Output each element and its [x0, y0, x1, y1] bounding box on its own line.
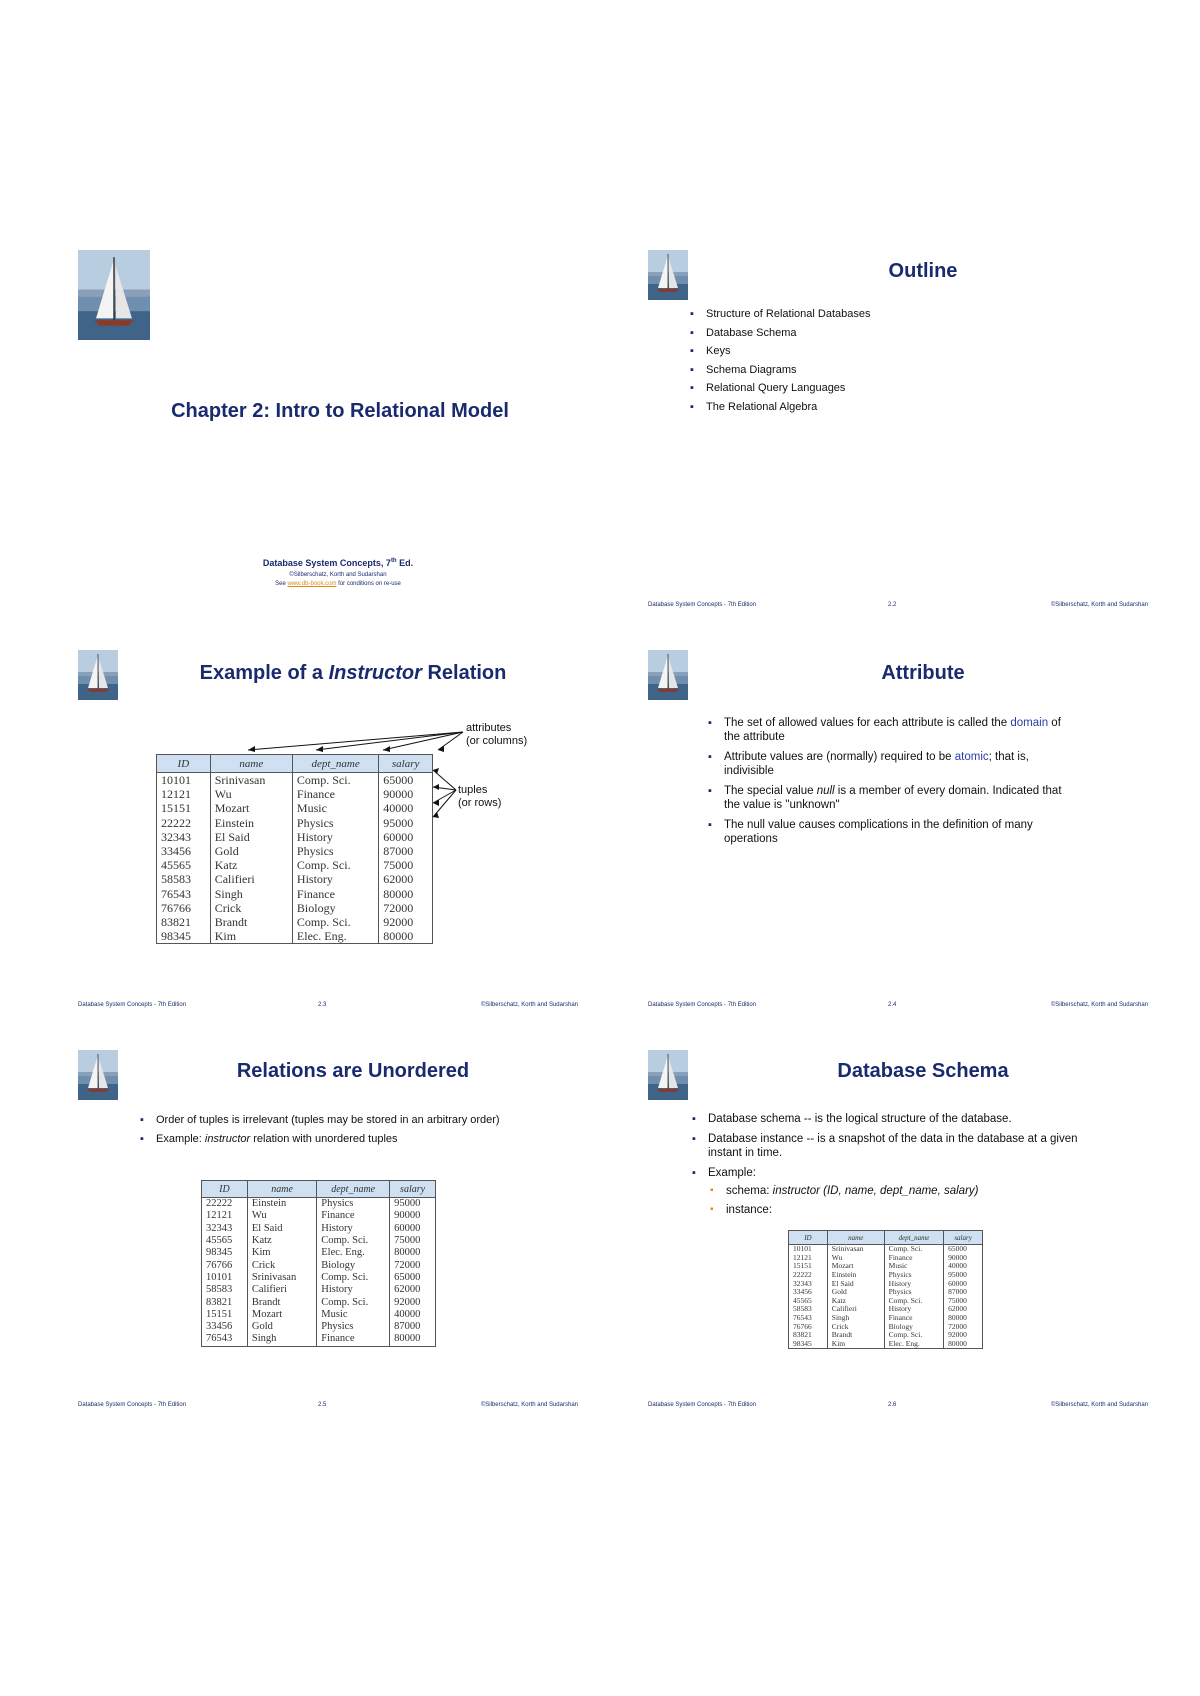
sailboat-logo	[648, 1050, 688, 1100]
table-row	[202, 1321, 436, 1333]
footer-left: Database System Concepts - 7th Edition	[648, 1402, 757, 1408]
table-cell: 92000	[379, 915, 433, 929]
table-cell: History	[884, 1279, 944, 1288]
table-cell: Mozart	[210, 801, 292, 815]
page-number: 2.6	[888, 1402, 897, 1408]
sailboat-logo	[648, 250, 688, 300]
table-cell: Srinivasan	[210, 773, 292, 788]
column-header: name	[210, 755, 292, 773]
table-row	[202, 1309, 436, 1321]
table-cell: Crick	[247, 1259, 316, 1271]
footer-left: Database System Concepts - 7th Edition	[78, 1002, 187, 1008]
table-cell: Einstein	[827, 1271, 884, 1280]
table-cell: 62000	[379, 872, 433, 886]
table-cell: Singh	[247, 1333, 316, 1346]
sailboat-logo	[78, 1050, 118, 1100]
table-cell: 72000	[390, 1259, 436, 1271]
table-cell: Physics	[884, 1288, 944, 1297]
table-cell: Katz	[247, 1235, 316, 1247]
table-cell: Physics	[884, 1271, 944, 1280]
table-cell: 60000	[390, 1223, 436, 1235]
table-cell: 65000	[379, 773, 433, 788]
table-row	[202, 1284, 436, 1296]
table-cell: Comp. Sci.	[317, 1235, 390, 1247]
table-cell: 87000	[379, 844, 433, 858]
table-cell: Finance	[884, 1254, 944, 1263]
outline-item: ▪ Database Schema	[688, 327, 1108, 340]
table-cell: Finance	[292, 787, 378, 801]
bullet: ▪ Attribute values are (normally) required to be atomic; that is, indivisible	[706, 750, 1076, 778]
bullet: ▪ Example: ▪ schema: instructor (ID, name, dept_name, salary) ▪ instance:	[690, 1166, 1080, 1217]
table-cell: 60000	[944, 1279, 983, 1288]
reuse-note: See www.db-book.com for conditions on re-use	[275, 581, 401, 587]
table-cell: Comp. Sci.	[317, 1296, 390, 1308]
table-cell: Gold	[827, 1288, 884, 1297]
table-cell: 15151	[202, 1309, 248, 1321]
slide-footer	[648, 1002, 1148, 1012]
bullet: ▪ The null value causes complications in the definition of many operations	[706, 818, 1076, 846]
table-cell: Califieri	[827, 1305, 884, 1314]
table-cell: History	[292, 872, 378, 886]
sailboat-logo	[648, 650, 688, 700]
slide-title: Example of a Instructor Relation	[199, 662, 507, 684]
table-cell: Katz	[210, 858, 292, 872]
table-cell: 12121	[789, 1254, 828, 1263]
table-cell: 92000	[944, 1331, 983, 1340]
table-cell: 80000	[379, 887, 433, 901]
table-cell: 58583	[202, 1284, 248, 1296]
column-header: ID	[202, 1181, 248, 1198]
outline-item: ▪ Structure of Relational Databases	[688, 308, 1108, 321]
table-cell: 76766	[157, 901, 211, 915]
table-row	[202, 1296, 436, 1308]
table-cell: 98345	[789, 1340, 828, 1349]
table-row	[202, 1333, 436, 1346]
table-cell: Srinivasan	[247, 1272, 316, 1284]
table-cell: Elec. Eng.	[884, 1340, 944, 1349]
table-cell: Crick	[210, 901, 292, 915]
table-cell: 22222	[789, 1271, 828, 1280]
bullet: ▪ The set of allowed values for each attribute is called the domain of the attribute	[706, 716, 1076, 744]
table-cell: 33456	[157, 844, 211, 858]
table-cell: 12121	[202, 1210, 248, 1222]
table-cell: El Said	[247, 1223, 316, 1235]
column-header: ID	[157, 755, 211, 773]
table-cell: Music	[292, 801, 378, 815]
table-cell: 76543	[789, 1314, 828, 1323]
table-cell: 90000	[944, 1254, 983, 1263]
table-cell: Wu	[247, 1210, 316, 1222]
table-row	[202, 1223, 436, 1235]
table-cell: 72000	[379, 901, 433, 915]
table-cell: 62000	[944, 1305, 983, 1314]
table-cell: History	[292, 830, 378, 844]
outline-item: ▪ Relational Query Languages	[688, 382, 1108, 395]
table-cell: 87000	[944, 1288, 983, 1297]
table-row	[202, 1272, 436, 1284]
slide-title	[78, 250, 578, 640]
table-cell: Physics	[317, 1321, 390, 1333]
slide-footer	[648, 1402, 1148, 1412]
footer-right: ©Silberschatz, Korth and Sudarshan	[480, 1002, 578, 1008]
table-cell: Physics	[317, 1198, 390, 1211]
table-cell: Srinivasan	[827, 1245, 884, 1254]
table-cell: 83821	[202, 1296, 248, 1308]
table-cell: 62000	[390, 1284, 436, 1296]
table-cell: Brandt	[827, 1331, 884, 1340]
table-cell: Wu	[827, 1254, 884, 1263]
table-cell: 72000	[944, 1322, 983, 1331]
table-cell: 45565	[789, 1297, 828, 1306]
table-cell: History	[317, 1223, 390, 1235]
table-cell: Gold	[247, 1321, 316, 1333]
outline-item: ▪ The Relational Algebra	[688, 401, 1108, 414]
attribute-bullets	[706, 716, 1076, 852]
tuples-label: tuples (or rows)	[458, 784, 502, 809]
table-cell: 76766	[202, 1259, 248, 1271]
outline-item: ▪ Schema Diagrams	[688, 364, 1108, 377]
bullet: ▪ Database instance -- is a snapshot of the data in the database at a given instant in time.	[690, 1132, 1080, 1160]
table-cell: 10101	[157, 773, 211, 788]
column-header: dept_name	[317, 1181, 390, 1198]
table-cell: Katz	[827, 1297, 884, 1306]
outline-list	[688, 308, 1108, 419]
table-cell: 12121	[157, 787, 211, 801]
table-row	[202, 1259, 436, 1271]
db-book-link[interactable]: www.db-book.com	[287, 581, 337, 587]
table-row	[202, 1198, 436, 1211]
table-cell: 75000	[390, 1235, 436, 1247]
footer-right: ©Silberschatz, Korth and Sudarshan	[1050, 1002, 1148, 1008]
table-cell: Comp. Sci.	[292, 915, 378, 929]
table-cell: Kim	[210, 929, 292, 944]
instance-table	[788, 1230, 983, 1349]
chapter-title: Chapter 2: Intro to Relational Model	[171, 400, 509, 422]
table-cell: Elec. Eng.	[317, 1247, 390, 1259]
slide-footer	[78, 1402, 578, 1412]
table-cell: Mozart	[827, 1262, 884, 1271]
page-number: 2.2	[888, 602, 897, 608]
table-cell: Mozart	[247, 1309, 316, 1321]
table-cell: 32343	[157, 830, 211, 844]
table-cell: El Said	[827, 1279, 884, 1288]
table-cell: Comp. Sci.	[317, 1272, 390, 1284]
table-cell: 80000	[379, 929, 433, 944]
table-cell: Biology	[884, 1322, 944, 1331]
footer-right: ©Silberschatz, Korth and Sudarshan	[1050, 1402, 1148, 1408]
table-cell: Kim	[827, 1340, 884, 1349]
bullet: ▪ Database schema -- is the logical structure of the database.	[690, 1112, 1080, 1126]
column-header: dept_name	[292, 755, 378, 773]
table-cell: 10101	[202, 1272, 248, 1284]
table-cell: Physics	[292, 844, 378, 858]
table-cell: Finance	[884, 1314, 944, 1323]
table-row	[202, 1235, 436, 1247]
table-cell: 95000	[944, 1271, 983, 1280]
sub-bullet: ▪ instance:	[708, 1203, 1080, 1217]
table-cell: Einstein	[210, 816, 292, 830]
bullet: ▪ Example: instructor relation with unordered tuples	[138, 1133, 508, 1146]
table-cell: Comp. Sci.	[884, 1297, 944, 1306]
table-cell: 32343	[789, 1279, 828, 1288]
table-cell: Biology	[317, 1259, 390, 1271]
table-cell: 15151	[157, 801, 211, 815]
table-cell: 45565	[202, 1235, 248, 1247]
table-cell: 80000	[944, 1314, 983, 1323]
table-row	[202, 1210, 436, 1222]
slide-title: Relations are Unordered	[236, 1060, 470, 1082]
table-cell: Finance	[317, 1333, 390, 1346]
column-header: name	[247, 1181, 316, 1198]
column-header: salary	[944, 1231, 983, 1245]
outline-item: ▪ Keys	[688, 345, 1108, 358]
table-cell: Comp. Sci.	[292, 773, 378, 788]
slide-unordered	[78, 1050, 578, 1440]
footer-left: Database System Concepts - 7th Edition	[648, 602, 757, 608]
table-cell: 75000	[944, 1297, 983, 1306]
table-cell: 80000	[944, 1340, 983, 1349]
table-cell: Comp. Sci.	[884, 1245, 944, 1254]
slide-title: Outline	[888, 260, 958, 282]
table-row	[789, 1340, 983, 1349]
table-cell: 90000	[379, 787, 433, 801]
table-cell: Music	[317, 1309, 390, 1321]
unordered-bullets	[138, 1114, 508, 1152]
table-cell: 40000	[379, 801, 433, 815]
table-cell: 76543	[157, 887, 211, 901]
slide-database-schema	[648, 1050, 1148, 1440]
table-cell: 58583	[789, 1305, 828, 1314]
table-cell: 76766	[789, 1322, 828, 1331]
footer-left: Database System Concepts - 7th Edition	[78, 1402, 187, 1408]
table-cell: Physics	[292, 816, 378, 830]
table-cell: 80000	[390, 1247, 436, 1259]
slide-outline	[648, 250, 1148, 640]
table-cell: 15151	[789, 1262, 828, 1271]
footer-right: ©Silberschatz, Korth and Sudarshan	[1050, 602, 1148, 608]
table-cell: Music	[884, 1262, 944, 1271]
table-cell: Wu	[210, 787, 292, 801]
table-cell: Elec. Eng.	[292, 929, 378, 944]
bullet: ▪ The special value null is a member of every domain. Indicated that the value is "unknown"	[706, 784, 1076, 812]
table-cell: Califieri	[210, 872, 292, 886]
table-cell: 90000	[390, 1210, 436, 1222]
table-cell: Brandt	[247, 1296, 316, 1308]
table-cell: Finance	[317, 1210, 390, 1222]
table-cell: History	[317, 1284, 390, 1296]
table-cell: Comp. Sci.	[884, 1331, 944, 1340]
table-cell: 65000	[390, 1272, 436, 1284]
table-cell: 83821	[157, 915, 211, 929]
table-cell: 95000	[379, 816, 433, 830]
table-cell: 22222	[157, 816, 211, 830]
footer-right: ©Silberschatz, Korth and Sudarshan	[480, 1402, 578, 1408]
table-cell: 75000	[379, 858, 433, 872]
copyright: ©Silberschatz, Korth and Sudarshan	[289, 572, 387, 578]
table-cell: 83821	[789, 1331, 828, 1340]
table-cell: Brandt	[210, 915, 292, 929]
page-number: 2.4	[888, 1002, 897, 1008]
table-cell: Singh	[210, 887, 292, 901]
table-cell: Einstein	[247, 1198, 316, 1211]
slide-title: Attribute	[881, 662, 965, 684]
table-cell: 33456	[202, 1321, 248, 1333]
table-cell: Singh	[827, 1314, 884, 1323]
table-cell: Finance	[292, 887, 378, 901]
column-header: salary	[390, 1181, 436, 1198]
table-cell: 40000	[944, 1262, 983, 1271]
table-cell: 95000	[390, 1198, 436, 1211]
table-cell: Biology	[292, 901, 378, 915]
slide-title: Database Schema	[837, 1060, 1009, 1082]
table-cell: 65000	[944, 1245, 983, 1254]
page-number: 2.3	[318, 1002, 327, 1008]
table-cell: Gold	[210, 844, 292, 858]
unordered-table	[201, 1180, 436, 1347]
table-cell: 80000	[390, 1333, 436, 1346]
slide-attribute	[648, 650, 1148, 1040]
table-cell: 45565	[157, 858, 211, 872]
table-cell: 58583	[157, 872, 211, 886]
table-cell: History	[884, 1305, 944, 1314]
table-cell: 76543	[202, 1333, 248, 1346]
column-header: salary	[379, 755, 433, 773]
table-cell: 22222	[202, 1198, 248, 1211]
table-cell: Crick	[827, 1322, 884, 1331]
slide-footer	[78, 1002, 578, 1012]
column-header: dept_name	[884, 1231, 944, 1245]
table-cell: 40000	[390, 1309, 436, 1321]
table-cell: 87000	[390, 1321, 436, 1333]
page-number: 2.5	[318, 1402, 327, 1408]
table-row	[202, 1247, 436, 1259]
table-cell: Comp. Sci.	[292, 858, 378, 872]
table-cell: 60000	[379, 830, 433, 844]
sailboat-logo	[78, 250, 150, 340]
table-cell: 10101	[789, 1245, 828, 1254]
sub-bullet: ▪ schema: instructor (ID, name, dept_name, salary)	[708, 1184, 1080, 1198]
table-cell: Kim	[247, 1247, 316, 1259]
book-credit: Database System Concepts, 7th Ed.	[262, 558, 414, 568]
table-cell: 32343	[202, 1223, 248, 1235]
table-cell: 98345	[202, 1247, 248, 1259]
column-header: name	[827, 1231, 884, 1245]
attributes-label: attributes (or columns)	[466, 722, 528, 747]
slide-footer	[648, 602, 1148, 612]
table-cell: Califieri	[247, 1284, 316, 1296]
table-cell: 98345	[157, 929, 211, 944]
slide-instructor-relation	[78, 650, 578, 1040]
schema-bullets	[690, 1112, 1080, 1223]
annotation-arrows	[78, 650, 578, 950]
table-cell: 92000	[390, 1296, 436, 1308]
footer-left: Database System Concepts - 7th Edition	[648, 1002, 757, 1008]
column-header: ID	[789, 1231, 828, 1245]
table-cell: 33456	[789, 1288, 828, 1297]
table-cell: El Said	[210, 830, 292, 844]
bullet: ▪ Order of tuples is irrelevant (tuples may be stored in an arbitrary order)	[138, 1114, 508, 1127]
